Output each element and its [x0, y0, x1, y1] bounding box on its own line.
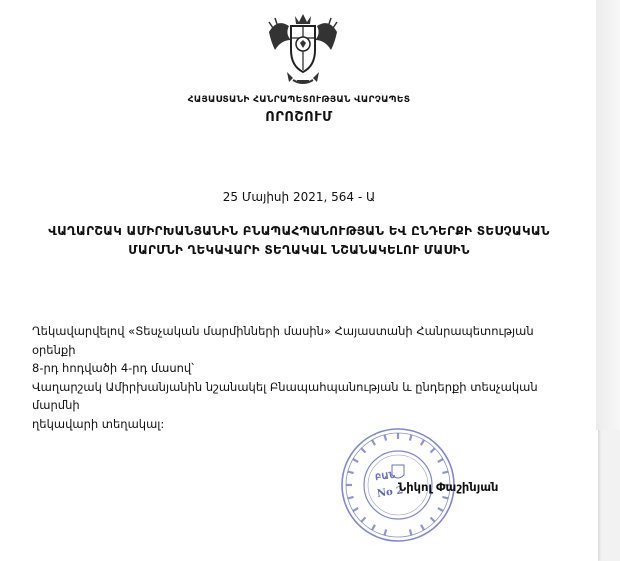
title-line-2: ՄԱՐՄՆԻ ՂԵԿԱՎԱՐԻ ՏԵՂԱԿԱԼ ՆՇԱՆԱԿԵԼՈՒ ՄԱՍԻՆ: [128, 243, 470, 257]
institution-heading: ՀԱՅԱՍՏԱՆԻ ՀԱՆՐԱՊԵՏՈՒԹՅԱՆ ՎԱՐՉԱՊԵՏ: [187, 95, 411, 105]
document-type-heading: ՈՐՈՇՈՒՄ: [265, 110, 333, 125]
decision-title: [0, 222, 598, 260]
decision-date-number: 25 Մայիսի 2021, 564 - Ա: [222, 190, 376, 204]
decision-body: [32, 322, 572, 433]
title-line-1: ՎԱՂԱՐՇԱԿ ԱՄԻՐԽԱՆՅԱՆԻՆ ԲՆԱՊԱՀՊԱՆՈՒԹՅԱՆ ԵՎ ԸՆԴԵՐՔԻ ՏԵՍՉԱԿԱՆ: [48, 224, 550, 238]
coat-of-arms-emblem: [263, 10, 343, 88]
stamp-number: No 2: [376, 485, 404, 500]
stamp-center-word: ԲԱՆ: [374, 470, 396, 484]
body-line-4: ղեկավարի տեղակալ:: [32, 416, 165, 431]
body-line-2: 8-րդ հոդվածի 4-րդ մասով՝: [32, 361, 194, 375]
body-line-3: Վաղարշակ Ամիրխանյանին նշանակել Բնապահպանության և ընդերքի տեսչական մարմնի: [32, 379, 538, 412]
signatory-name: Նիկոլ Փաշինյան: [398, 480, 499, 494]
page-fold-shadow: [596, 0, 620, 430]
body-line-1: Ղեկավարվելով «Տեսչական մարմինների մասին» Հայաստանի Հանրապետության օրենքի: [32, 324, 534, 357]
